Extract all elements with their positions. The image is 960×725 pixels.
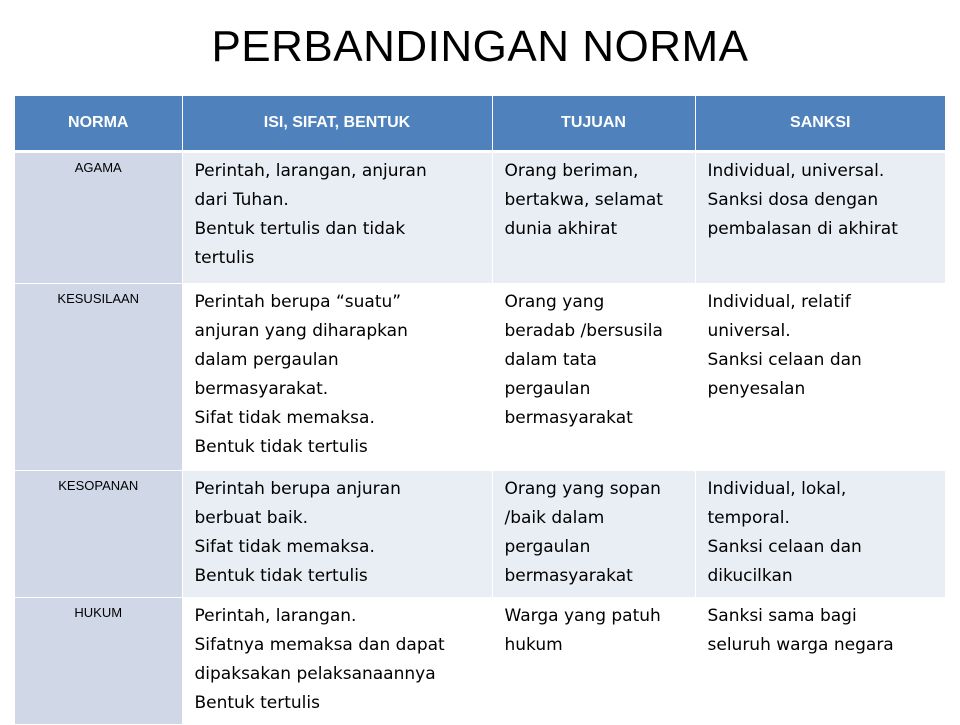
isi-cell: Perintah berupa anjuran berbuat baik. Sifat tidak memaksa. Bentuk tidak tertulis <box>182 471 492 598</box>
tujuan-cell: Orang yang beradab /bersusila dalam tata pergaulan bermasyarakat <box>492 284 695 471</box>
header-row <box>15 96 945 152</box>
tujuan-cell: Warga yang patuh hukum <box>492 598 695 725</box>
header-isi-sifat-bentuk: ISI, SIFAT, BENTUK <box>182 96 492 152</box>
row-label-kesusilaan: KESUSILAAN <box>15 284 182 471</box>
isi-cell: Perintah, larangan, anjuran dari Tuhan. Bentuk tertulis dan tidak tertulis <box>182 152 492 284</box>
table-row <box>15 598 945 725</box>
sanksi-cell: Individual, relatif universal. Sanksi celaan dan penyesalan <box>695 284 945 471</box>
isi-cell: Perintah, larangan. Sifatnya memaksa dan dapat dipaksakan pelaksanaannya Bentuk tertulis <box>182 598 492 725</box>
row-label-agama: AGAMA <box>15 152 182 284</box>
page-title: PERBANDINGAN NORMA <box>211 22 749 71</box>
table-row <box>15 471 945 598</box>
sanksi-cell: Individual, universal. Sanksi dosa dengan pembalasan di akhirat <box>695 152 945 284</box>
norma-comparison-table <box>15 96 945 725</box>
sanksi-cell: Sanksi sama bagi seluruh warga negara <box>695 598 945 725</box>
header-tujuan: TUJUAN <box>492 96 695 152</box>
table-row <box>15 284 945 471</box>
table-row <box>15 152 945 284</box>
isi-cell: Perintah berupa “suatu” anjuran yang diharapkan dalam pergaulan bermasyarakat. Sifat tidak memaksa. Bentuk tidak tertulis <box>182 284 492 471</box>
header-sanksi: SANKSI <box>695 96 945 152</box>
header-norma: NORMA <box>15 96 182 152</box>
row-label-hukum: HUKUM <box>15 598 182 725</box>
tujuan-cell: Orang yang sopan /baik dalam pergaulan bermasyarakat <box>492 471 695 598</box>
tujuan-cell: Orang beriman, bertakwa, selamat dunia akhirat <box>492 152 695 284</box>
row-label-kesopanan: KESOPANAN <box>15 471 182 598</box>
sanksi-cell: Individual, lokal, temporal. Sanksi celaan dan dikucilkan <box>695 471 945 598</box>
